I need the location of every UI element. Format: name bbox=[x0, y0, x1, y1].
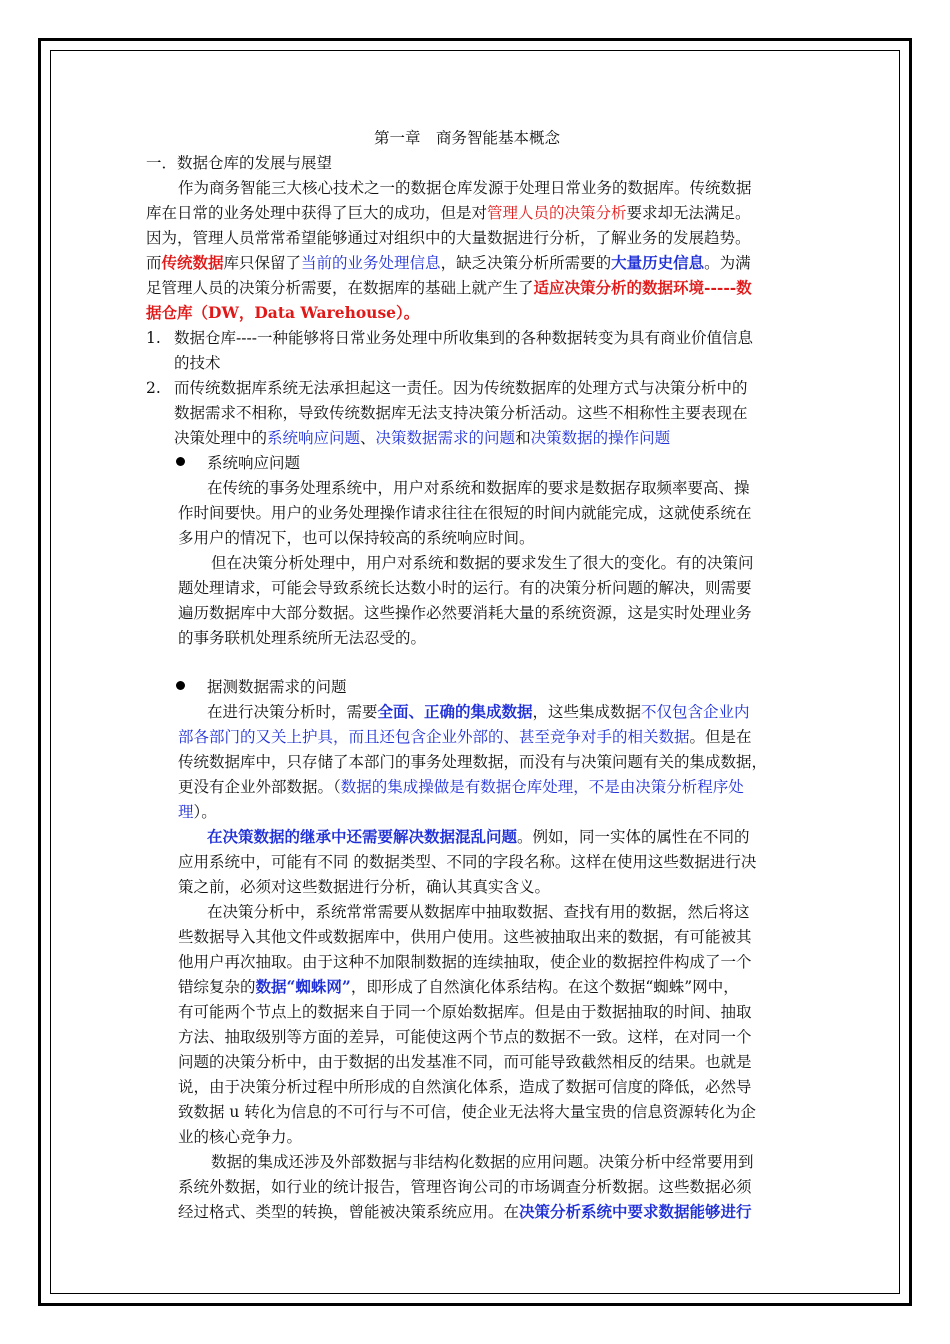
highlight-blue-bold: 在决策数据的继承中还需要解决数据混乱问题 bbox=[207, 827, 518, 846]
bullet-2-line-2: 部各部门的又关上护具，而且还包含企业外部的、甚至竞争对手的相关数据。但是在 bbox=[178, 728, 752, 746]
highlight-red-bold: 传统数据 bbox=[161, 253, 224, 272]
highlight-red-bold: 适应决策分析的数据环境-----数 bbox=[533, 278, 752, 297]
highlight-blue-bold: 决策分析系统中要求数据能够进行 bbox=[519, 1202, 752, 1221]
highlight-blue-bold: 数据“蜘蛛网” bbox=[255, 977, 351, 996]
intro-line-1: 作为商务智能三大核心技术之一的数据仓库发源于处理日常业务的数据库。传统数据 bbox=[178, 179, 752, 197]
bullet-2-title: 据测数据需求的问题 bbox=[207, 678, 347, 696]
highlight-blue: 部各部门的又关上护具，而且还包含企业外部的、甚至竞争对手的相关数据 bbox=[178, 728, 690, 746]
bullet-2-p2-line-1: 在决策数据的继承中还需要解决数据混乱问题。例如，同一实体的属性在不同的 bbox=[207, 827, 750, 846]
section-heading: 一．数据仓库的发展与展望 bbox=[146, 154, 333, 172]
item-2-line-2: 数据需求不相称，导致传统数据库无法支持决策分析活动。这些不相称性主要表现在 bbox=[174, 404, 748, 422]
item-1-number: 1. bbox=[146, 329, 161, 347]
intro-line-6: 据仓库（DW，Data Warehouse）。 bbox=[146, 303, 420, 322]
bullet-2-p3-line-10: 业的核心竞争力。 bbox=[178, 1128, 303, 1146]
item-1-line-1: 数据仓库----一种能够将日常业务处理中所收集到的各种数据转变为具有商业价值信息 bbox=[174, 329, 753, 347]
bullet-2-p3-line-2: 些数据导入其他文件或数据库中，供用户使用。这些被抽取出来的数据，有可能被其 bbox=[178, 928, 752, 946]
bullet-2-p3-line-9: 致数据 u 转化为信息的不可行与不可信，使企业无法将大量宝贵的信息资源转化为企 bbox=[178, 1103, 756, 1121]
highlight-blue: 不仅包含企业内 bbox=[641, 703, 750, 721]
bullet-2-p2-line-2: 应用系统中，可能有不同 的数据类型、不同的字段名称。这样在使用这些数据进行决 bbox=[178, 853, 757, 871]
bullet-1-p1-line-1: 在传统的事务处理系统中，用户对系统和数据库的要求是数据存取频率要高、操 bbox=[207, 479, 750, 497]
bullet-2-line-1: 在进行决策分析时，需要全面、正确的集成数据，这些集成数据不仅包含企业内 bbox=[207, 702, 750, 721]
chapter-title: 第一章 商务智能基本概念 bbox=[374, 129, 561, 147]
intro-line-2: 库在日常的业务处理中获得了巨大的成功，但是对管理人员的决策分析要求却无法满足。 bbox=[146, 204, 751, 222]
bullet-2-p3-line-4: 错综复杂的数据“蜘蛛网”，即形成了自然演化体系结构。在这个数据“蜘蛛”网中， bbox=[178, 977, 739, 996]
bullet-2-p3-line-5: 有可能两个节点上的数据来自于同一个原始数据库。但是由于数据抽取的时间、抽取 bbox=[178, 1003, 752, 1021]
intro-line-3: 因为，管理人员常常希望能够通过对组织中的大量数据进行分析，了解业务的发展趋势。 bbox=[146, 229, 751, 247]
bullet-2-p4-line-3: 经过格式、类型的转换，曾能被决策系统应用。在决策分析系统中要求数据能够进行 bbox=[178, 1202, 752, 1221]
highlight-blue: 当前的业务处理信息 bbox=[301, 254, 441, 272]
bullet-2-p3-line-7: 问题的决策分析中，由于数据的出发基准不同，而可能导致截然相反的结果。也就是 bbox=[178, 1053, 752, 1071]
bullet-2-line-4: 更没有企业外部数据。（数据的集成操做是有数据仓库处理，不是由决策分析程序处 bbox=[178, 778, 744, 796]
bullet-1-title: 系统响应问题 bbox=[207, 454, 301, 472]
highlight-blue-bold: 全面、正确的集成数据 bbox=[377, 702, 533, 721]
bullet-1-p2-line-2: 题处理请求，可能会导致系统长达数小时的运行。有的决策分析问题的解决，则需要 bbox=[178, 579, 752, 597]
bullet-2-p3-line-1: 在决策分析中，系统常常需要从数据库中抽取数据、查找有用的数据，然后将这 bbox=[207, 903, 750, 921]
bullet-2-p4-line-2: 系统外数据，如行业的统计报告，管理咨询公司的市场调查分析数据。这些数据必须 bbox=[178, 1178, 752, 1196]
bullet-2-p4-line-1: 数据的集成还涉及外部数据与非结构化数据的应用问题。决策分析中经常要用到 bbox=[211, 1153, 754, 1171]
bullet-1-p2-line-3: 遍历数据库中大部分数据。这些操作必然要消耗大量的系统资源，这是实时处理业务 bbox=[178, 604, 752, 622]
highlight-blue-bold: 大量历史信息 bbox=[611, 253, 705, 272]
intro-line-4: 而传统数据库只保留了当前的业务处理信息，缺乏决策分析所需要的大量历史信息。为满 bbox=[146, 253, 751, 272]
highlight-blue: 系统响应问题 bbox=[267, 429, 361, 447]
item-2-line-3: 决策处理中的系统响应问题、决策数据需求的问题和决策数据的操作问题 bbox=[174, 429, 671, 447]
bullet-2-p3-line-8: 说，由于决策分析过程中所形成的自然演化体系，造成了数据可信度的降低，必然导 bbox=[178, 1078, 752, 1096]
intro-line-5: 足管理人员的决策分析需要，在数据库的基础上就产生了适应决策分析的数据环境-----数 bbox=[146, 278, 752, 297]
bullet-1-p2-line-4: 的事务联机处理系统所无法忍受的。 bbox=[178, 629, 427, 647]
highlight-blue: 决策数据的操作问题 bbox=[530, 429, 671, 447]
item-2-number: 2. bbox=[146, 379, 161, 397]
bullet-dot bbox=[176, 681, 185, 690]
bullet-2-line-3: 传统数据库中，只存储了本部门的事务处理数据，而没有与决策问题有关的集成数据， bbox=[178, 753, 768, 771]
bullet-1-p1-line-3: 多用户的情况下，也可以保持较高的系统响应时间。 bbox=[178, 529, 535, 547]
bullet-2-line-5: 理）。 bbox=[178, 803, 217, 821]
bullet-dot bbox=[176, 457, 185, 466]
bullet-2-p3-line-3: 他用户再次抽取。由于这种不加限制数据的连续抽取，使企业的数据控件构成了一个 bbox=[178, 953, 752, 971]
bullet-1-p2-line-1: 但在决策分析处理中，用户对系统和数据的要求发生了很大的变化。有的决策问 bbox=[211, 554, 754, 572]
item-2-line-1: 而传统数据库系统无法承担起这一责任。因为传统数据库的处理方式与决策分析中的 bbox=[174, 379, 748, 397]
highlight-blue: 数据的集成操做是有数据仓库处理，不是由决策分析程序处 bbox=[340, 778, 744, 796]
bullet-2-p3-line-6: 方法、抽取级别等方面的差异，可能使这两个节点的数据不一致。这样，在对同一个 bbox=[178, 1028, 752, 1046]
highlight-blue: 决策数据需求的问题 bbox=[375, 429, 516, 447]
bullet-1-p1-line-2: 作时间要快。用户的业务处理操作请求往往在很短的时间内就能完成，这就使系统在 bbox=[178, 504, 752, 522]
highlight-red: 管理人员的决策分析 bbox=[487, 204, 627, 222]
item-1-line-2: 的技术 bbox=[174, 354, 221, 372]
highlight-blue: 理 bbox=[178, 803, 194, 821]
bullet-2-p2-line-3: 策之前，必须对这些数据进行分析，确认其真实含义。 bbox=[178, 878, 551, 896]
